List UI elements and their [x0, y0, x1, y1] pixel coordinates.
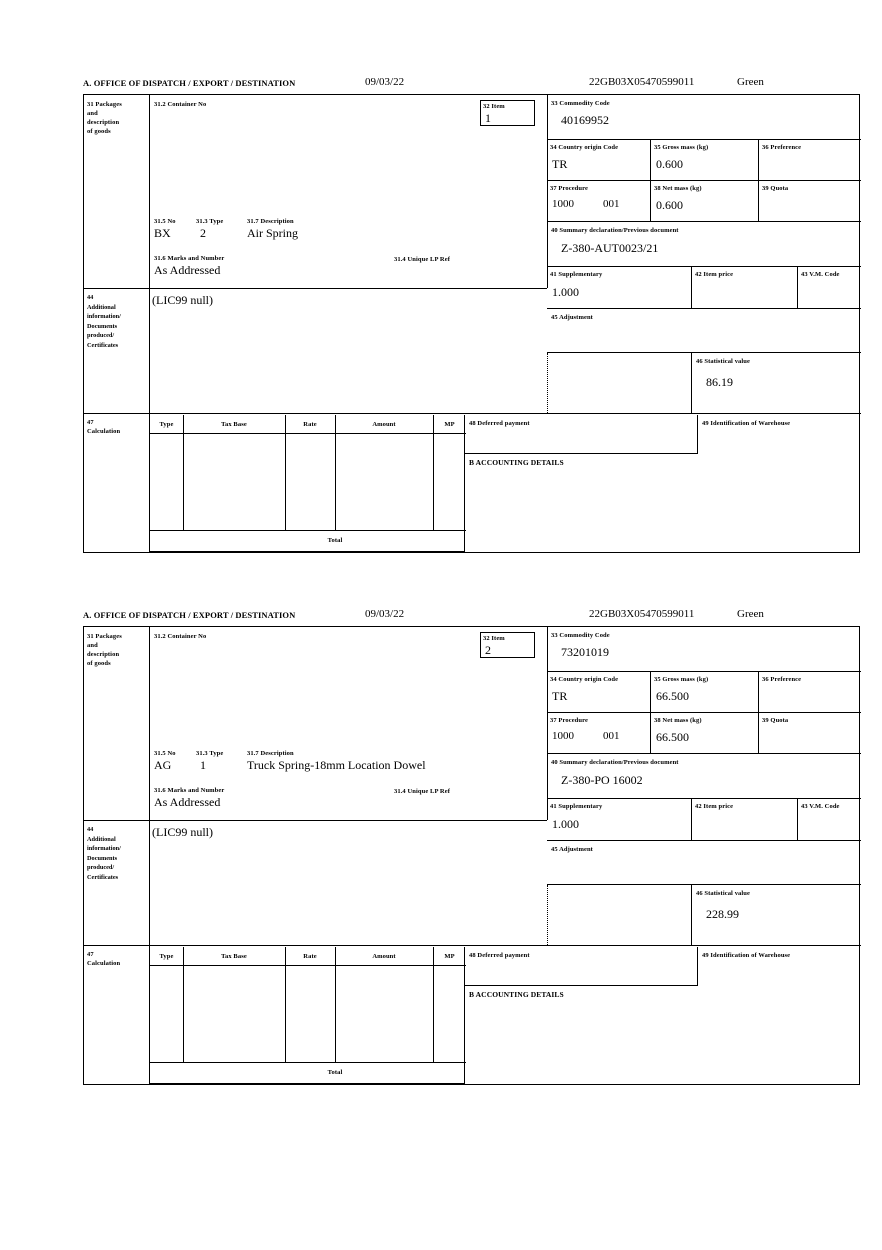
- box36-label: 36 Preference: [762, 676, 802, 683]
- box31-2-container-label: 31.2 Container No: [154, 101, 207, 108]
- box41-value: 1.000: [552, 817, 579, 831]
- box32-value: 2: [485, 643, 491, 657]
- box46-statistical-value: [692, 353, 861, 413]
- box42-item-price: [692, 267, 798, 309]
- box37-value-2: 001: [603, 730, 620, 742]
- box34-country-origin: [547, 672, 651, 713]
- box44-label: 44 Additional information/ Documents produced/ Certificates: [87, 294, 121, 349]
- box37-label: 37 Procedure: [550, 185, 588, 192]
- box33-label: 33 Commodity Code: [551, 100, 610, 107]
- box33-label: 33 Commodity Code: [551, 632, 610, 639]
- box46-label: 46 Statistical value: [696, 890, 750, 897]
- calc-total-divider: [150, 530, 466, 531]
- box43-vm-code: [798, 267, 861, 309]
- box33-value: 73201019: [561, 645, 609, 659]
- box32-item: [480, 100, 535, 126]
- box40-value: Z-380-PO 16002: [561, 773, 643, 787]
- box31-5-no-label: 31.5 No: [154, 750, 176, 757]
- calc-col-header-tax-base: Tax Base: [221, 421, 247, 428]
- box31-3-type-label: 31.3 Type: [196, 750, 224, 757]
- box37-label: 37 Procedure: [550, 717, 588, 724]
- calc-col-divider-4: [433, 415, 434, 530]
- box31-2-container-label: 31.2 Container No: [154, 633, 207, 640]
- box34-country-origin: [547, 140, 651, 181]
- calc-col-header-type: Type: [159, 953, 174, 960]
- box41-supplementary: [547, 799, 692, 841]
- box38-value: 0.600: [656, 198, 683, 212]
- box40-previous-document: [547, 222, 861, 267]
- boxB-accounting-details: [465, 986, 861, 1084]
- box31-6-marks-value: As Addressed: [154, 263, 221, 277]
- calc-col-header-amount: Amount: [372, 953, 396, 960]
- calc-total-label: Total: [327, 1069, 343, 1076]
- form-header: [83, 78, 862, 94]
- divider-above-calculation: [84, 945, 861, 946]
- box34-label: 34 Country origin Code: [550, 144, 619, 151]
- box33-value: 40169952: [561, 113, 609, 127]
- divider-under-packages: [84, 820, 547, 821]
- calc-col-divider-4: [433, 947, 434, 1062]
- box46-statistical-value: [692, 885, 861, 945]
- box32-value: 1: [485, 111, 491, 125]
- box39-label: 39 Quota: [762, 185, 789, 192]
- box38-net-mass: [651, 713, 759, 754]
- calc-total-divider: [150, 1062, 466, 1063]
- box49-label: 49 Identification of Warehouse: [702, 952, 791, 959]
- box38-net-mass: [651, 181, 759, 222]
- customs-declaration-item-1: [83, 78, 862, 553]
- box49-warehouse-identification: [698, 415, 861, 454]
- box38-value: 66.500: [656, 730, 689, 744]
- box44-value: (LIC99 null): [152, 293, 213, 307]
- movement-reference-number: 22GB03X05470599011: [589, 76, 695, 88]
- box42-item-price: [692, 799, 798, 841]
- box34-value: TR: [552, 689, 568, 703]
- box39-quota: [759, 713, 861, 754]
- box40-previous-document: [547, 754, 861, 799]
- box31-5-no-label: 31.5 No: [154, 218, 176, 225]
- box31-5-no-value: BX: [154, 226, 171, 240]
- box31-label: 31 Packages and description of goods: [87, 633, 122, 667]
- calc-col-divider-1: [183, 947, 184, 1062]
- declaration-box: [83, 94, 860, 553]
- box32-item: [480, 632, 535, 658]
- box32-label: 32 Item: [483, 103, 505, 110]
- box47-calculation-table: [149, 947, 465, 1084]
- box44-value: (LIC99 null): [152, 825, 213, 839]
- boxB-label: B ACCOUNTING DETAILS: [469, 990, 564, 999]
- box41-value: 1.000: [552, 285, 579, 299]
- box31-7-description-label: 31.7 Description: [247, 750, 294, 757]
- office-of-dispatch-label: A. OFFICE OF DISPATCH / EXPORT / DESTINATION: [83, 78, 296, 88]
- calc-col-divider-3: [335, 415, 336, 530]
- calc-header-divider: [150, 965, 466, 966]
- box31-7-description-value: Air Spring: [247, 226, 298, 240]
- box31-7-description-label: 31.7 Description: [247, 218, 294, 225]
- box48-deferred-payment: [465, 947, 698, 986]
- route-status: Green: [737, 608, 764, 620]
- box37-value-2: 001: [603, 198, 620, 210]
- box39-quota: [759, 181, 861, 222]
- box33-commodity-code: [547, 627, 861, 672]
- box49-label: 49 Identification of Warehouse: [702, 420, 791, 427]
- calc-col-header-mp: MP: [444, 953, 455, 960]
- divider-dotted-statistical: [547, 353, 548, 413]
- box48-deferred-payment: [465, 415, 698, 454]
- box43-label: 43 V.M. Code: [801, 803, 840, 810]
- route-status: Green: [737, 76, 764, 88]
- divider-above-calculation: [84, 413, 861, 414]
- box43-vm-code: [798, 799, 861, 841]
- box42-label: 42 Item price: [695, 803, 734, 810]
- office-of-dispatch-label: A. OFFICE OF DISPATCH / EXPORT / DESTINATION: [83, 610, 296, 620]
- box43-label: 43 V.M. Code: [801, 271, 840, 278]
- declaration-box: [83, 626, 860, 1085]
- box40-label: 40 Summary declaration/Previous document: [551, 759, 679, 766]
- declaration-date: 09/03/22: [365, 76, 405, 88]
- box45-label: 45 Adjustment: [551, 314, 593, 321]
- box47-label: 47 Calculation: [87, 419, 121, 435]
- box35-label: 35 Gross mass (kg): [654, 144, 709, 151]
- boxB-label: B ACCOUNTING DETAILS: [469, 458, 564, 467]
- calc-total-label: Total: [327, 537, 343, 544]
- box31-3-type-value: 2: [200, 226, 206, 240]
- form-header: [83, 610, 862, 626]
- box40-label: 40 Summary declaration/Previous document: [551, 227, 679, 234]
- box44-label: 44 Additional information/ Documents produced/ Certificates: [87, 826, 121, 881]
- box42-label: 42 Item price: [695, 271, 734, 278]
- box31-5-no-value: AG: [154, 758, 172, 772]
- box47-calculation-table: [149, 415, 465, 552]
- calc-col-divider-2: [285, 415, 286, 530]
- box36-label: 36 Preference: [762, 144, 802, 151]
- box35-value: 66.500: [656, 689, 689, 703]
- box40-value: Z-380-AUT0023/21: [561, 241, 659, 255]
- box31-4-unique-label: 31.4 Unique LP Ref: [394, 256, 450, 263]
- divider-dotted-statistical: [547, 885, 548, 945]
- calc-col-header-mp: MP: [444, 421, 455, 428]
- box48-label: 48 Deferred payment: [469, 420, 530, 427]
- box45-label: 45 Adjustment: [551, 846, 593, 853]
- box45-adjustment: [547, 841, 861, 885]
- box38-label: 38 Net mass (kg): [654, 717, 702, 724]
- box36-preference: [759, 672, 861, 713]
- box32-label: 32 Item: [483, 635, 505, 642]
- box31-label: 31 Packages and description of goods: [87, 101, 122, 135]
- box31-7-description-value: Truck Spring-18mm Location Dowel: [247, 758, 426, 772]
- box41-label: 41 Supplementary: [550, 271, 603, 278]
- calc-col-header-tax-base: Tax Base: [221, 953, 247, 960]
- box31-3-type-label: 31.3 Type: [196, 218, 224, 225]
- divider-left-column: [149, 95, 150, 425]
- box48-label: 48 Deferred payment: [469, 952, 530, 959]
- box35-gross-mass: [651, 140, 759, 181]
- box34-label: 34 Country origin Code: [550, 676, 619, 683]
- box31-6-marks-label: 31.6 Marks and Number: [154, 255, 225, 262]
- box37-procedure: [547, 713, 651, 754]
- calc-col-header-type: Type: [159, 421, 174, 428]
- boxB-accounting-details: [465, 454, 861, 552]
- box37-value-1: 1000: [552, 730, 574, 742]
- box41-label: 41 Supplementary: [550, 803, 603, 810]
- box47-label: 47 Calculation: [87, 951, 121, 967]
- box39-label: 39 Quota: [762, 717, 789, 724]
- box31-4-unique-label: 31.4 Unique LP Ref: [394, 788, 450, 795]
- calc-col-divider-1: [183, 415, 184, 530]
- box38-label: 38 Net mass (kg): [654, 185, 702, 192]
- box46-label: 46 Statistical value: [696, 358, 750, 365]
- box41-supplementary: [547, 267, 692, 309]
- declaration-date: 09/03/22: [365, 608, 405, 620]
- movement-reference-number: 22GB03X05470599011: [589, 608, 695, 620]
- calc-col-header-rate: Rate: [303, 421, 317, 428]
- box46-value: 228.99: [706, 907, 739, 921]
- box37-value-1: 1000: [552, 198, 574, 210]
- divider-left-column: [149, 627, 150, 957]
- box31-6-marks-value: As Addressed: [154, 795, 221, 809]
- box31-3-type-value: 1: [200, 758, 206, 772]
- box35-label: 35 Gross mass (kg): [654, 676, 709, 683]
- box46-value: 86.19: [706, 375, 733, 389]
- box34-value: TR: [552, 157, 568, 171]
- box45-adjustment: [547, 309, 861, 353]
- box49-warehouse-identification: [698, 947, 861, 986]
- calc-col-divider-3: [335, 947, 336, 1062]
- calc-col-header-amount: Amount: [372, 421, 396, 428]
- box35-gross-mass: [651, 672, 759, 713]
- box33-commodity-code: [547, 95, 861, 140]
- box36-preference: [759, 140, 861, 181]
- calc-col-header-rate: Rate: [303, 953, 317, 960]
- divider-under-packages: [84, 288, 547, 289]
- box35-value: 0.600: [656, 157, 683, 171]
- customs-declaration-item-2: [83, 610, 862, 1085]
- calc-col-divider-2: [285, 947, 286, 1062]
- box37-procedure: [547, 181, 651, 222]
- box31-6-marks-label: 31.6 Marks and Number: [154, 787, 225, 794]
- calc-header-divider: [150, 433, 466, 434]
